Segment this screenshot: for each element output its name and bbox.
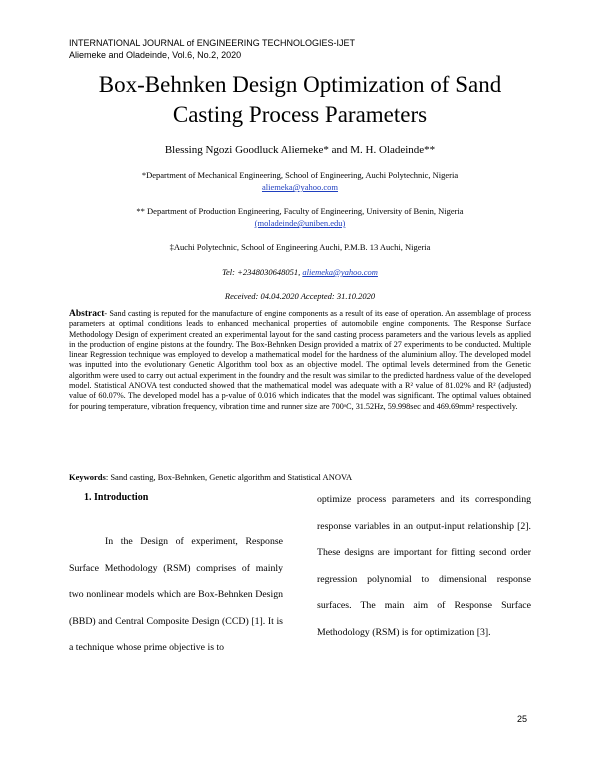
title-line-2: Casting Process Parameters: [172, 102, 428, 127]
received-accepted-dates: Received: 04.04.2020 Accepted: 31.10.2020: [224, 291, 376, 301]
affiliation-2: [40, 205, 560, 229]
title-line-1: Box-Behnken Design Optimization of Sand: [98, 72, 502, 97]
intro-column-left: In the Design of experiment, Response Surface Methodology (RSM) comprises of mainly two nonlinear models which are Box-Behnken Design (BBD) and Central Composite Design (CCD) [1]. It is a technique whose prime objective is to: [69, 536, 283, 653]
affiliation-1: [40, 169, 560, 193]
paper-title: [40, 70, 560, 130]
contact-line: [40, 266, 560, 278]
abstract: [69, 309, 531, 412]
intro-column-right: optimize process parameters and its corresponding response variables in an output-input relationship [2]. These designs are important for fitting second order regression polynomial to dimensional response surfaces. The main aim of Response Surface Methodology (RSM) is for optimization [3].: [317, 494, 531, 638]
affiliation-1-email-link[interactable]: aliemeka@yahoo.com: [261, 182, 339, 192]
affiliation-1-text: *Department of Mechanical Engineering, School of Engineering, Auchi Polytechnic, Nigeria: [141, 170, 459, 180]
authors: Blessing Ngozi Goodluck Aliemeke* and M. H. Oladeinde**: [164, 144, 436, 156]
affiliation-2-text: ** Department of Production Engineering, Faculty of Engineering, University of Benin, Nigeria: [136, 206, 464, 216]
journal-header: [69, 37, 355, 61]
corresponding-address: ‡Auchi Polytechnic, School of Engineering Auchi, P.M.B. 13 Auchi, Nigeria: [169, 242, 431, 252]
affiliation-2-email-link[interactable]: (moladeinde@uniben.edu): [254, 218, 346, 228]
abstract-text: - Sand casting is reputed for the manufacture of engine components as a result of its ease of operation. An assemblage of process parameters at optimal conditions leads to enhanced mechanical properties of automobile engine components. The Response Surface Methodology Design of experiment created an experimental layout for the sand casting process parameters and the various levels as applied in the production of engine pistons at the foundry. The Box-Behnken Design provided a matrix of 27 experiments to be conducted. Multiple linear Regression technique was employed to develop a mathematical model for the hardness of the aluminium alloy. The developed model was inputted into the evolutionary Genetic Algorithm tool box as an objective model. The optimal levels determined from the Genetic algorithm were used to carry out actual experiment in the foundry and the result was similar to the predicted hardness value of the developed model. Statistical ANOVA test conducted showed that the mathematical model was adequate with a R² value of 81.02% and R² (adjusted) value of 60.07%. The developed model has a p-value of 0.016 which indicates that the model was significant. The optimal values obtained for pouring temperature, vibration frequency, vibration time and runner size are 700ᵒC, 31.52Hz, 59.998sec and 469.69mm² respectively.: [69, 309, 531, 411]
journal-name: INTERNATIONAL JOURNAL of ENGINEERING TECHNOLOGIES-IJET: [69, 38, 356, 48]
citation-line: Aliemeke and Oladeinde, Vol.6, No.2, 2020: [69, 50, 242, 60]
abstract-label: Abstract: [69, 309, 105, 319]
keywords-text: : Sand casting, Box-Behnken, Genetic algorithm and Statistical ANOVA: [105, 472, 353, 482]
page-number: 25: [517, 714, 528, 724]
keywords-label: Keywords: [69, 472, 106, 482]
contact-email-link[interactable]: aliemeka@yahoo.com: [302, 267, 378, 277]
keywords: [69, 472, 531, 482]
telephone: Tel: +2348030648051,: [222, 267, 303, 277]
section-heading-introduction: 1. Introduction: [84, 492, 149, 503]
